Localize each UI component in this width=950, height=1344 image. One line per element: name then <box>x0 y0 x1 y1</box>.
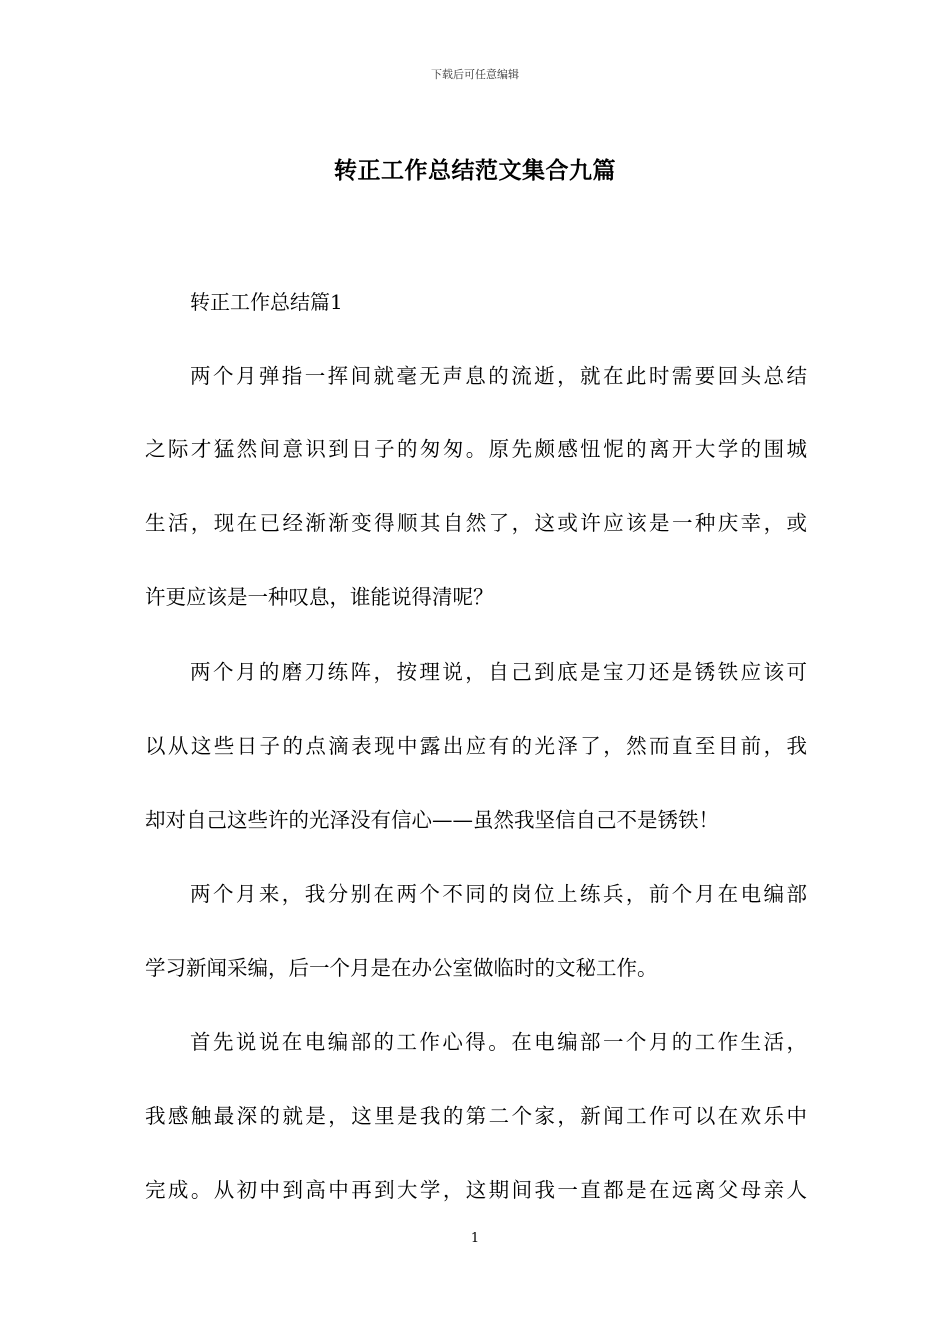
page-number: 1 <box>470 1231 480 1246</box>
text-line: 首先说说在电编部的工作心得。在电编部一个月的工作生活， <box>190 1030 807 1054</box>
text-line: 我感触最深的就是，这里是我的第二个家，新闻工作可以在欢乐中 <box>145 1104 807 1128</box>
text-line: 两个月的磨刀练阵，按理说，自己到底是宝刀还是锈铁应该可 <box>190 660 807 684</box>
text-line: 却对自己这些许的光泽没有信心——虽然我坚信自己不是锈铁！ <box>145 808 719 832</box>
text-line: 许更应该是一种叹息，谁能说得清呢？ <box>145 585 494 609</box>
header-note: 下载后可任意编辑 <box>431 68 519 81</box>
text-line: 两个月来，我分别在两个不同的岗位上练兵，前个月在电编部 <box>190 882 807 906</box>
text-line: 学习新闻采编，后一个月是在办公室做临时的文秘工作。 <box>145 956 658 980</box>
text-line: 完成。从初中到高中再到大学，这期间我一直都是在远离父母亲人 <box>145 1178 807 1202</box>
section-heading: 转正工作总结篇1 <box>190 290 343 314</box>
text-line: 生活，现在已经渐渐变得顺其自然了，这或许应该是一种庆幸，或 <box>145 511 807 535</box>
text-line: 两个月弹指一挥间就毫无声息的流逝，就在此时需要回头总结 <box>190 364 807 388</box>
text-line: 以从这些日子的点滴表现中露出应有的光泽了，然而直至目前，我 <box>145 734 807 758</box>
text-line: 之际才猛然间意识到日子的匆匆。原先颇感忸怩的离开大学的围城 <box>145 437 807 461</box>
document-title: 转正工作总结范文集合九篇 <box>334 157 616 184</box>
